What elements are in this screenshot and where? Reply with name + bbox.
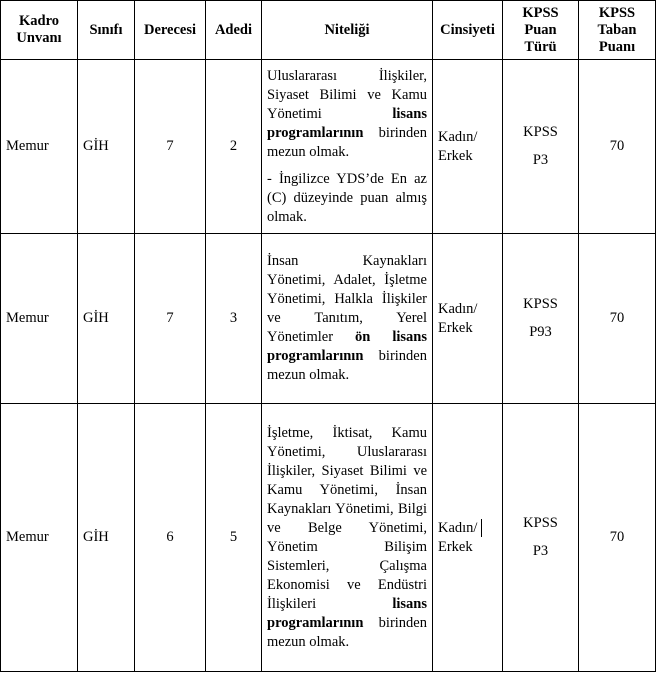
table-row — [1, 404, 656, 672]
cell-kpss-puan-turu — [503, 234, 579, 404]
qualification-requirement: birinden mezun olmak. — [267, 124, 427, 160]
cell-cinsiyeti — [433, 404, 503, 672]
cell-adedi: 5 — [206, 404, 262, 672]
header-kadro-unvani: Kadro Unvanı — [1, 1, 78, 60]
qualification-programs: İnsan Kaynakları Yönetimi, Adalet, İşletme Yönetimi, Halkla İlişkiler ve Tanıtım, Yerel Yönetimler — [267, 253, 427, 345]
header-kpss-puan-turu: KPSS Puan Türü — [503, 1, 579, 60]
cell-sinifi: GİH — [78, 60, 135, 234]
qualification-text — [267, 424, 427, 652]
cell-niteligi — [262, 404, 433, 672]
cell-niteligi — [262, 60, 433, 234]
gender-line-2: Erkek — [438, 319, 473, 336]
score-type-label: KPSS — [523, 124, 558, 140]
cell-niteligi — [262, 234, 433, 404]
qualification-text — [267, 67, 427, 162]
cell-taban-puani: 70 — [579, 234, 656, 404]
cell-kadro: Memur — [1, 234, 78, 404]
cell-cinsiyeti — [433, 234, 503, 404]
score-type-code: P93 — [529, 324, 552, 340]
qualification-programs: İşletme, İktisat, Kamu Yönetimi, Uluslararası İlişkiler, Siyaset Bilimi ve Kamu Yönetimi, İnsan Kaynakları Yönetimi, Bilgi ve Belge Yönetimi, Yönetim Bilişim Sistemleri, Çalışma Ekonomisi ve Endüstri İlişkileri — [267, 424, 427, 612]
score-type-label: KPSS — [523, 296, 558, 312]
header-derecesi: Derecesi — [135, 1, 206, 60]
cell-kpss-puan-turu — [503, 60, 579, 234]
cell-kadro: Memur — [1, 60, 78, 234]
qualification-degree: ön lisans programlarının — [267, 329, 427, 364]
header-kpss-taban-puani: KPSS Taban Puanı — [579, 1, 656, 60]
cell-derecesi: 7 — [135, 60, 206, 234]
gender-text: Kadın/ — [438, 519, 478, 536]
score-type-code: P3 — [532, 543, 549, 559]
cell-adedi: 3 — [206, 234, 262, 404]
gender-line-1: Kadın/ — [438, 300, 478, 317]
header-niteligi: Niteliği — [262, 1, 433, 60]
cell-derecesi: 7 — [135, 234, 206, 404]
header-sinifi: Sınıfı — [78, 1, 135, 60]
cell-adedi: 2 — [206, 60, 262, 234]
gender-line-2: Erkek — [438, 538, 473, 555]
table-row — [1, 234, 656, 404]
qualification-language-note: - İngilizce YDS’de En az (C) düzeyinde puan almış olmak. — [267, 170, 427, 225]
qualification-degree: lisans programlarının — [267, 595, 427, 631]
score-type-code: P3 — [532, 152, 549, 168]
cell-taban-puani: 70 — [579, 60, 656, 234]
header-cinsiyeti: Cinsiyeti — [433, 1, 503, 60]
qualification-degree: lisans programlarının — [267, 105, 427, 141]
cell-sinifi: GİH — [78, 234, 135, 404]
gender-line-1: Kadın/ — [438, 128, 478, 145]
cell-cinsiyeti — [433, 60, 503, 234]
gender-line-2: Erkek — [438, 147, 473, 164]
qualification-requirement: birinden mezun olmak. — [267, 348, 427, 383]
qualification-text — [267, 252, 427, 385]
qualification-programs: Uluslararası İlişkiler, Siyaset Bilimi ve Kamu Yönetimi — [267, 67, 427, 122]
cell-derecesi: 6 — [135, 404, 206, 672]
qualification-requirement: birinden mezun olmak. — [267, 614, 427, 650]
gender-line-1 — [438, 519, 497, 538]
cell-kpss-puan-turu — [503, 404, 579, 672]
cell-kadro: Memur — [1, 404, 78, 672]
header-row — [1, 1, 656, 60]
text-cursor — [481, 519, 482, 537]
header-adedi: Adedi — [206, 1, 262, 60]
table-row — [1, 60, 656, 234]
score-type-label: KPSS — [523, 515, 558, 531]
cell-sinifi: GİH — [78, 404, 135, 672]
cell-taban-puani: 70 — [579, 404, 656, 672]
